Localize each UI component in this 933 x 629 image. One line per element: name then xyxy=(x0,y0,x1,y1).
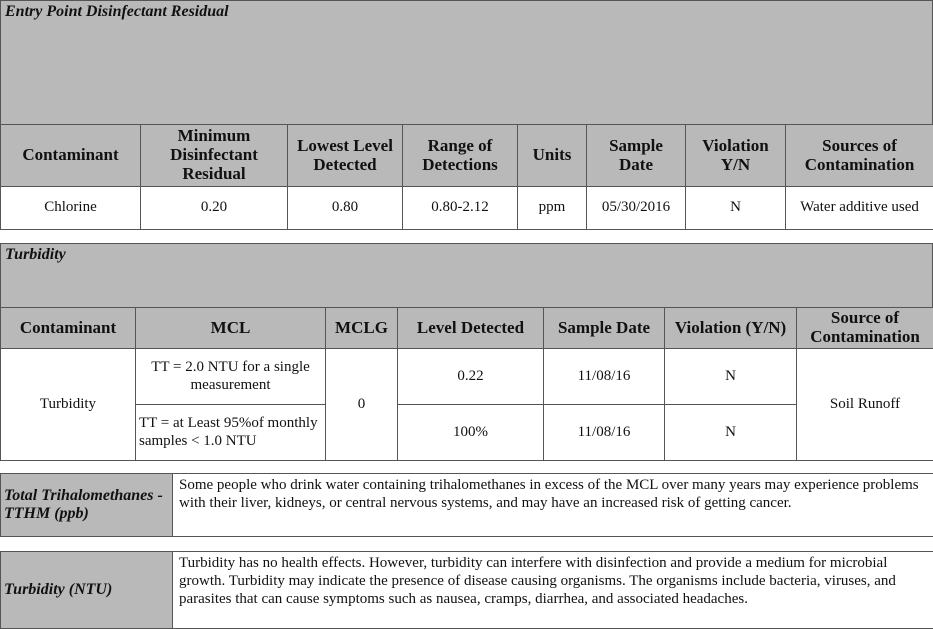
cell-contaminant: Turbidity xyxy=(1,349,136,461)
turbidity-note xyxy=(0,551,933,629)
header-level-detected: Level Detected xyxy=(398,308,544,349)
turbidity-title-band xyxy=(0,243,933,308)
header-sources: Sources of Contamination xyxy=(786,125,933,187)
list-item xyxy=(1,552,933,629)
cell-units: ppm xyxy=(518,187,587,230)
cell-mclg: 0 xyxy=(326,349,398,461)
cell-lowest-level: 0.80 xyxy=(288,187,403,230)
table-row xyxy=(1,187,933,230)
cell-range: 0.80-2.12 xyxy=(403,187,518,230)
header-violation: Violation (Y/N) xyxy=(665,308,797,349)
tthm-note xyxy=(0,473,933,537)
turbidity-table xyxy=(0,307,933,461)
cell-source: Soil Runoff xyxy=(797,349,933,461)
disinfectant-table xyxy=(0,124,933,230)
turbidity-section-title: Turbidity xyxy=(5,246,66,263)
cell-level-detected: 0.22 xyxy=(398,349,544,405)
cell-sample-date: 11/08/16 xyxy=(544,349,665,405)
cell-violation: N xyxy=(665,405,797,461)
cell-mcl: TT = at Least 95%of monthly samples < 1.0 NTU xyxy=(136,405,326,461)
header-lowest-level: Lowest Level Detected xyxy=(288,125,403,187)
cell-violation: N xyxy=(686,187,786,230)
tthm-note-text: Some people who drink water containing trihalomethanes in excess of the MCL over many years may experience problems with their liver, kidneys, or central nervous systems, and may have an increased risk of getting cancer. xyxy=(173,474,933,537)
disinfectant-section-title: Entry Point Disinfectant Residual xyxy=(5,3,229,20)
turbidity-note-text: Turbidity has no health effects. However, turbidity can interfere with disinfection and provide a medium for microbial growth. Turbidity may indicate the presence of disease causing organisms. The organisms include bacteria, viruses, and parasites that can cause symptoms such as nausea, cramps, diarrhea, and associated headaches. xyxy=(173,552,933,629)
header-sample-date: Sample Date xyxy=(544,308,665,349)
cell-sample-date: 11/08/16 xyxy=(544,405,665,461)
cell-sample-date: 05/30/2016 xyxy=(587,187,686,230)
header-mclg: MCLG xyxy=(326,308,398,349)
table-row xyxy=(1,405,933,461)
turbidity-note-label: Turbidity (NTU) xyxy=(1,552,173,629)
header-source: Source of Contamination xyxy=(797,308,933,349)
header-violation: Violation Y/N xyxy=(686,125,786,187)
header-min-residual: Minimum Disinfectant Residual xyxy=(141,125,288,187)
header-mcl: MCL xyxy=(136,308,326,349)
cell-sources: Water additive used xyxy=(786,187,933,230)
table-row xyxy=(1,349,933,405)
disinfectant-header-row xyxy=(1,125,933,187)
cell-contaminant: Chlorine xyxy=(1,187,141,230)
header-units: Units xyxy=(518,125,587,187)
header-sample-date: Sample Date xyxy=(587,125,686,187)
cell-violation: N xyxy=(665,349,797,405)
tthm-note-label: Total Trihalomethanes - TTHM (ppb) xyxy=(1,474,173,537)
list-item xyxy=(1,474,933,537)
cell-mcl: TT = 2.0 NTU for a single measurement xyxy=(136,349,326,405)
turbidity-header-row xyxy=(1,308,933,349)
cell-min-residual: 0.20 xyxy=(141,187,288,230)
cell-level-detected: 100% xyxy=(398,405,544,461)
header-range: Range of Detections xyxy=(403,125,518,187)
disinfectant-title-band xyxy=(0,0,933,125)
header-contaminant: Contaminant xyxy=(1,125,141,187)
header-contaminant: Contaminant xyxy=(1,308,136,349)
